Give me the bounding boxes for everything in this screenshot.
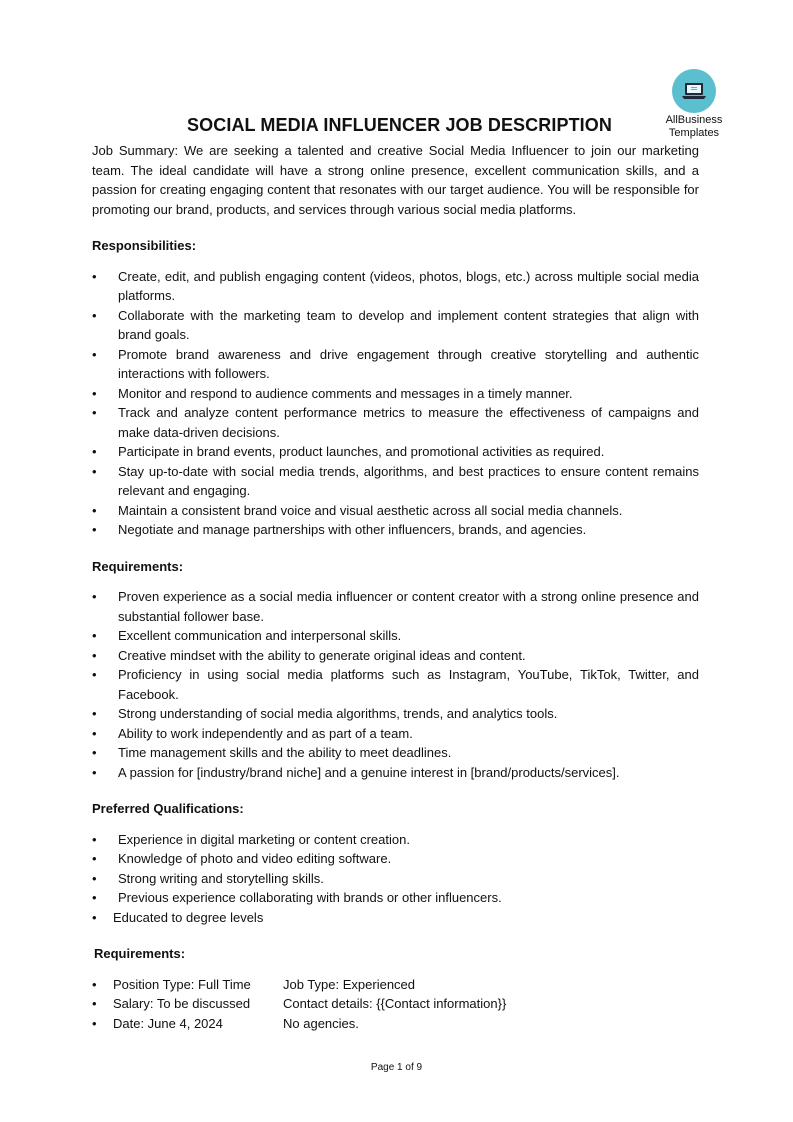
laptop-icon xyxy=(672,69,716,113)
job-details-right: Contact details: {{Contact information}} xyxy=(283,996,507,1011)
list-item: • Knowledge of photo and video editing software. xyxy=(92,849,699,869)
job-details-right: No agencies. xyxy=(283,1015,359,1031)
list-item: • Excellent communication and interpersonal skills. xyxy=(92,626,699,646)
responsibilities-list xyxy=(92,267,699,540)
list-item: • Ability to work independently and as part of a team. xyxy=(92,724,699,744)
list-item: • A passion for [industry/brand niche] and a genuine interest in [brand/products/services]. xyxy=(92,763,699,783)
page-title: SOCIAL MEDIA INFLUENCER JOB DESCRIPTION xyxy=(187,115,612,135)
job-details-left: • Date: June 4, 2024 xyxy=(113,1015,223,1031)
job-details-row xyxy=(92,1014,699,1034)
list-item: • Educated to degree levels xyxy=(92,908,699,928)
requirements-list xyxy=(92,587,699,782)
responsibilities-heading: Responsibilities: xyxy=(92,238,197,253)
job-details-row xyxy=(92,994,699,1014)
preferred-qualifications-heading: Preferred Qualifications: xyxy=(92,801,244,816)
list-item: • Track and analyze content performance metrics to measure the effectiveness of campaigns and make data-driven decisions. xyxy=(92,403,699,442)
requirements-heading: Requirements: xyxy=(92,558,184,574)
job-details-left: • Salary: To be discussed xyxy=(113,996,251,1011)
list-item: • Create, edit, and publish engaging content (videos, photos, blogs, etc.) across multiple social media platforms. xyxy=(92,267,699,306)
page-number: Page 1 of 9 xyxy=(370,1062,423,1073)
document-body xyxy=(92,113,699,1033)
list-item: • Maintain a consistent brand voice and visual aesthetic across all social media channels. xyxy=(92,501,699,521)
job-details-right: Job Type: Experienced xyxy=(283,976,416,992)
list-item: • Proven experience as a social media influencer or content creator with a strong online presence and substantial follower base. xyxy=(92,587,699,626)
list-item: • Stay up-to-date with social media trends, algorithms, and best practices to ensure content remains relevant and engaging. xyxy=(92,462,699,501)
logo-line-2: Templates xyxy=(668,127,720,139)
list-item: • Proficiency in using social media platforms such as Instagram, YouTube, TikTok, Twitter, and Facebook. xyxy=(92,665,699,704)
list-item: • Previous experience collaborating with brands or other influencers. xyxy=(92,888,699,908)
list-item: • Experience in digital marketing or content creation. xyxy=(92,830,699,850)
job-details-heading: Requirements: xyxy=(94,946,186,961)
list-item: • Negotiate and manage partnerships with other influencers, brands, and agencies. xyxy=(92,520,699,540)
preferred-qualifications-list xyxy=(92,830,699,928)
list-item: • Creative mindset with the ability to generate original ideas and content. xyxy=(92,646,699,666)
job-details-left: • Position Type: Full Time xyxy=(113,976,251,992)
list-item: • Monitor and respond to audience comments and messages in a timely manner. xyxy=(92,384,699,404)
list-item: • Participate in brand events, product launches, and promotional activities as required. xyxy=(92,442,699,462)
job-summary: Job Summary: We are seeking a talented and creative Social Media Influencer to join our marketing team. The ideal candidate will have a strong online presence, excellent communication skills, and a passion for creating engaging content that resonates with our target audience. You will be responsible for promoting our brand, products, and services through various social media platforms. xyxy=(92,143,699,217)
job-details xyxy=(92,975,699,1034)
job-details-row xyxy=(92,975,699,995)
logo-line-1: AllBusiness xyxy=(665,114,723,126)
list-item: • Time management skills and the ability to meet deadlines. xyxy=(92,743,699,763)
list-item: • Strong understanding of social media algorithms, trends, and analytics tools. xyxy=(92,704,699,724)
list-item: • Strong writing and storytelling skills. xyxy=(92,869,699,889)
list-item: • Collaborate with the marketing team to develop and implement content strategies that align with brand goals. xyxy=(92,306,699,345)
list-item: • Promote brand awareness and drive engagement through creative storytelling and authentic interactions with followers. xyxy=(92,345,699,384)
